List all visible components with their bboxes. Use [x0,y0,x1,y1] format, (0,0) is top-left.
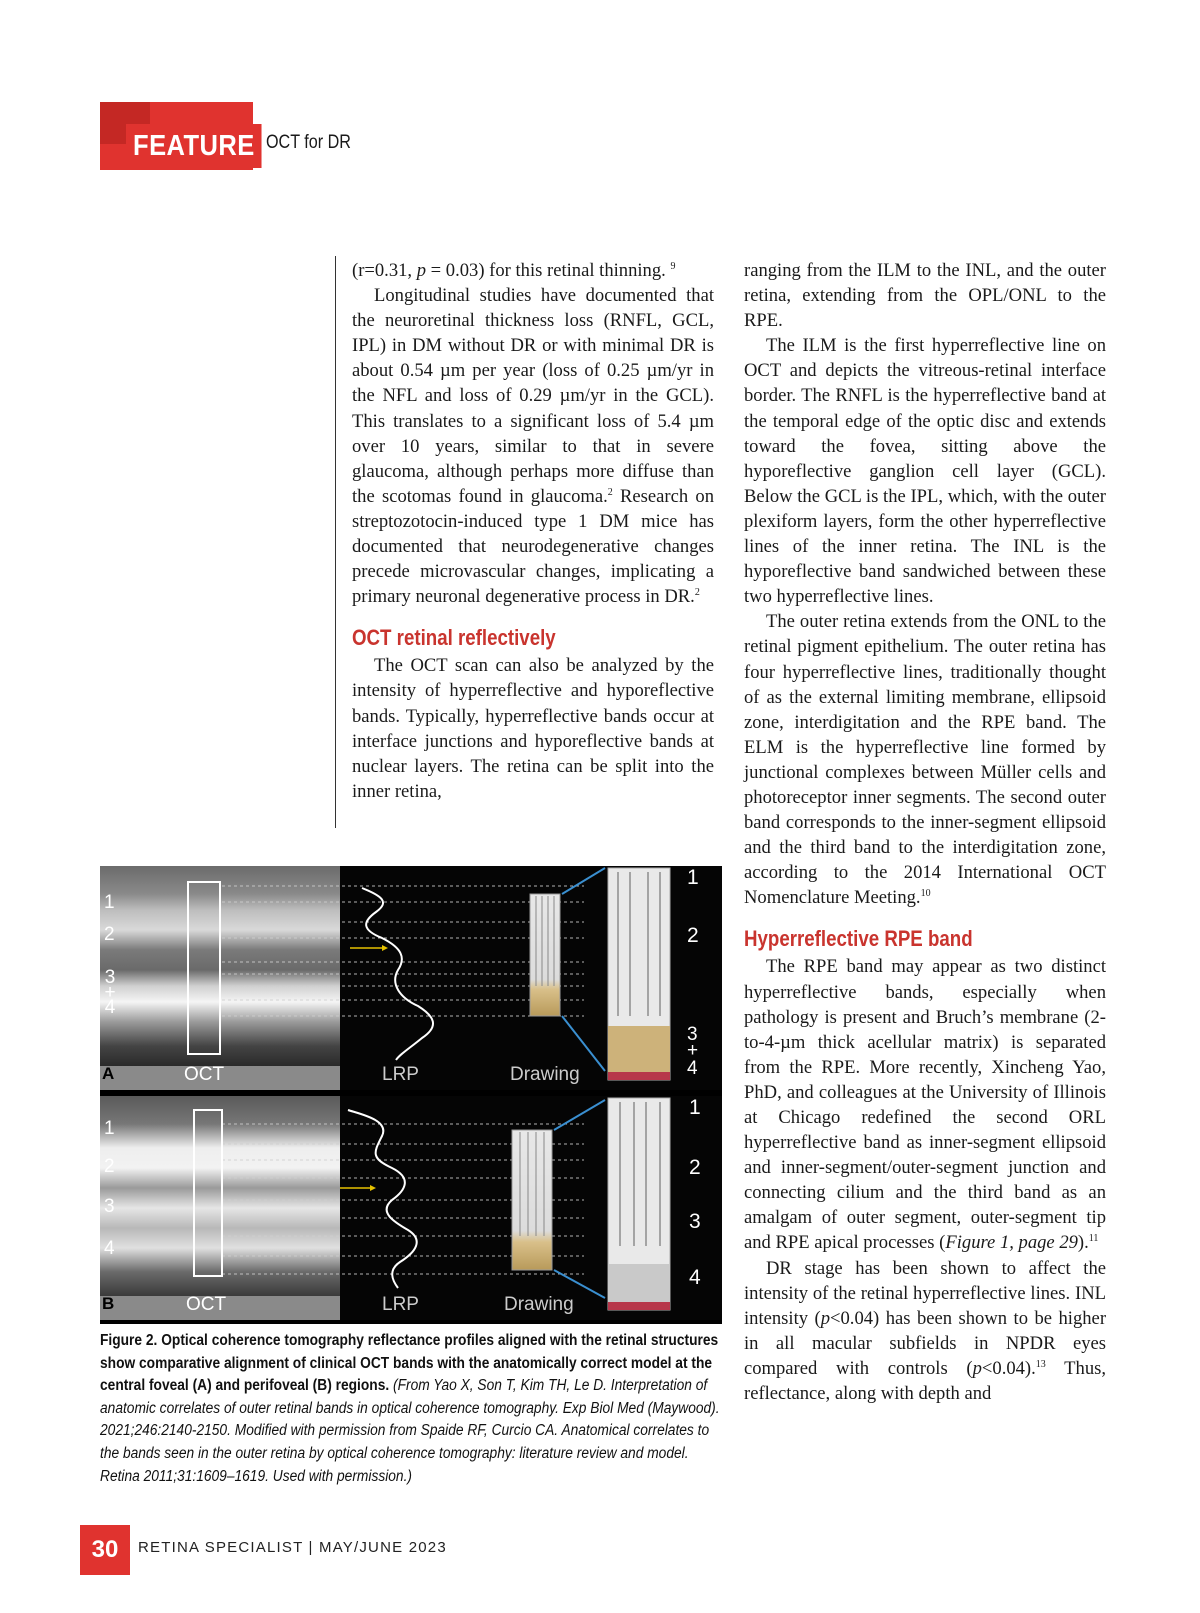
panel-b-right-4: 4 [689,1266,701,1289]
panel-a-right-4: 4 [687,1058,698,1079]
caption-bold: Figure 2. Optical coherence tomography reflectance profiles aligned with the retinal structures show comparative alignment of clinical OCT bands with the anatomically correct model at the central foveal (A) and perifoveal (B) regions. [100,1332,719,1395]
panel-b-right-2: 2 [689,1156,701,1179]
panel-a-drawing-label: Drawing [510,1064,580,1085]
panel-b-drawing-label: Drawing [504,1294,574,1315]
panel-a-band-34: 3+4 [104,967,116,1018]
panel-b-right-1: 1 [689,1096,701,1119]
left-column [352,258,714,804]
column-rule [335,256,336,828]
left-paragraph-0: (r=0.31, p = 0.03) for this retinal thinning. $^9$ [352,260,676,281]
subhead-rpe-band: Hyperreflective RPE band [744,926,973,952]
right-paragraph-4: DR stage has been shown to affect the intensity of the retinal hyperreflective lines. INL intensity (p<0.04) has been shown to be higher in all macular subfields in NPDR eyes compared with controls (p<0.04).$^{13}$ Thus, reflectance, along with depth and [744,1257,1107,1405]
panel-b-right-3: 3 [689,1210,701,1233]
panel-b-band-1: 1 [104,1118,115,1139]
caption-citation: (From Yao X, Son T, Kim TH, Le D. Interpretation of anatomic correlates of outer retinal bands in optical coherence tomography. Exp Biol Med (Maywood). 2021;246:2140-2150. Modified with permission from Spaide RF, Curcio CA. Anatomical correlates to the bands seen in the outer retina by optical coherence tomography: literature review and model. Retina 2011;31:1609–1619. Used with permission.) [100,1377,720,1485]
figure-2 [100,866,722,1324]
right-paragraph-1: The ILM is the first hyperreflective line on OCT and depicts the vitreous-retinal interface border. The RNFL is the hyperreflective band at the temporal edge of the optic disc and extends toward the fovea, sitting above the hyporeflective ganglion cell layer (GCL). Below the GCL is the IPL, which, with the outer plexiform layers, form the other hyperreflective lines of the inner retina. The INL is the hyporeflective band sandwiched between these two hyperreflective lines. [744,335,1106,608]
panel-a-letter: A [102,1064,115,1083]
left-paragraph-2: The OCT scan can also be analyzed by the intensity of hyperreflective and hyporeflective bands. Typically, hyperreflective bands occur at interface junctions and hyporeflective bands at nuclear layers. The retina can be split into the inner retina, [352,655,714,802]
right-paragraph-2: The outer retina extends from the ONL to the retinal pigment epithelium. The outer retina has four hyperreflective lines, traditionally thought of as the external limiting membrane, ellipsoid zone, interdigitation and the RPE band. The ELM is the hyperreflective line formed by junctional complexes between Müller cells and photoreceptor inner segments. The second outer band corresponds to the inner-segment ellipsoid and the third band to the interdigitation zone, according to the 2014 International OCT Nomenclature Meeting.$^{10}$ [744,611,1106,909]
figure-panel-b [100,1096,722,1320]
left-paragraph-1: Longitudinal studies have documented that the neuroretinal thickness loss (RNFL, GCL, IPL) in DM without DR or with minimal DR is about 0.54 µm per year (loss of 0.25 µm/yr in the NFL and loss of 0.29 µm/yr in the GCL). This translates to a significant loss of 5.4 µm over 10 years, similar to that in severe glaucoma, although perhaps more diffuse than the scotomas found in glaucoma.$^2$ Research on streptozotocin-induced type 1 DM mice has documented that neurodegenerative changes precede microvascular changes, implicating a primary neuronal degenerative process in DR.$^2$ [352,285,715,608]
right-paragraph-3: The RPE band may appear as two distinct hyperreflective bands, especially when pathology is present and Bruch’s membrane (2-to-4-µm thick acellular matrix) is separated from the RPE. More recently, Xincheng Yao, PhD, and colleagues at the University of Illinois at Chicago redefined the second ORL hyperreflective band as inner-segment ellipsoid and inner-segment/outer-segment junction and connecting cilium and the third band as an amalgam of outer segment, outer-segment tip and RPE apical processes (Figure 1, page 29).$^{11}$ [744,956,1106,1254]
panel-a-lrp-label: LRP [382,1064,419,1085]
panel-b-letter: B [102,1294,115,1313]
figure-caption [100,1330,724,1488]
panel-a-right-plus: + [687,1040,699,1061]
right-column [744,258,1106,1406]
section-label: FEATURE [126,124,262,168]
panel-a-right-3: 3 [687,1024,698,1045]
right-paragraph-0: ranging from the ILM to the INL, and the outer retina, extending from the OPL/ONL to the RPE. [744,260,1106,332]
article-topic: OCT for DR [266,132,351,153]
panel-b-graphic [100,1096,722,1320]
panel-a-band-1: 1 [104,892,115,913]
panel-b-band-3: 3 [104,1196,115,1217]
page-number: 30 [80,1525,130,1575]
figure-panel-a [100,866,722,1090]
panel-a-right-1: 1 [687,866,699,889]
panel-a-band-2: 2 [104,924,115,945]
panel-b-oct-label: OCT [186,1294,227,1315]
panel-b-band-2: 2 [104,1156,115,1177]
panel-b-band-4: 4 [104,1238,115,1259]
subhead-oct-reflectively: OCT retinal reflectively [352,625,556,651]
panel-b-lrp-label: LRP [382,1294,419,1315]
publication-footer: RETINA SPECIALIST | MAY/JUNE 2023 [138,1539,447,1556]
panel-a-graphic [100,866,722,1090]
panel-a-oct-label: OCT [184,1064,225,1085]
panel-a-right-2: 2 [687,924,699,947]
